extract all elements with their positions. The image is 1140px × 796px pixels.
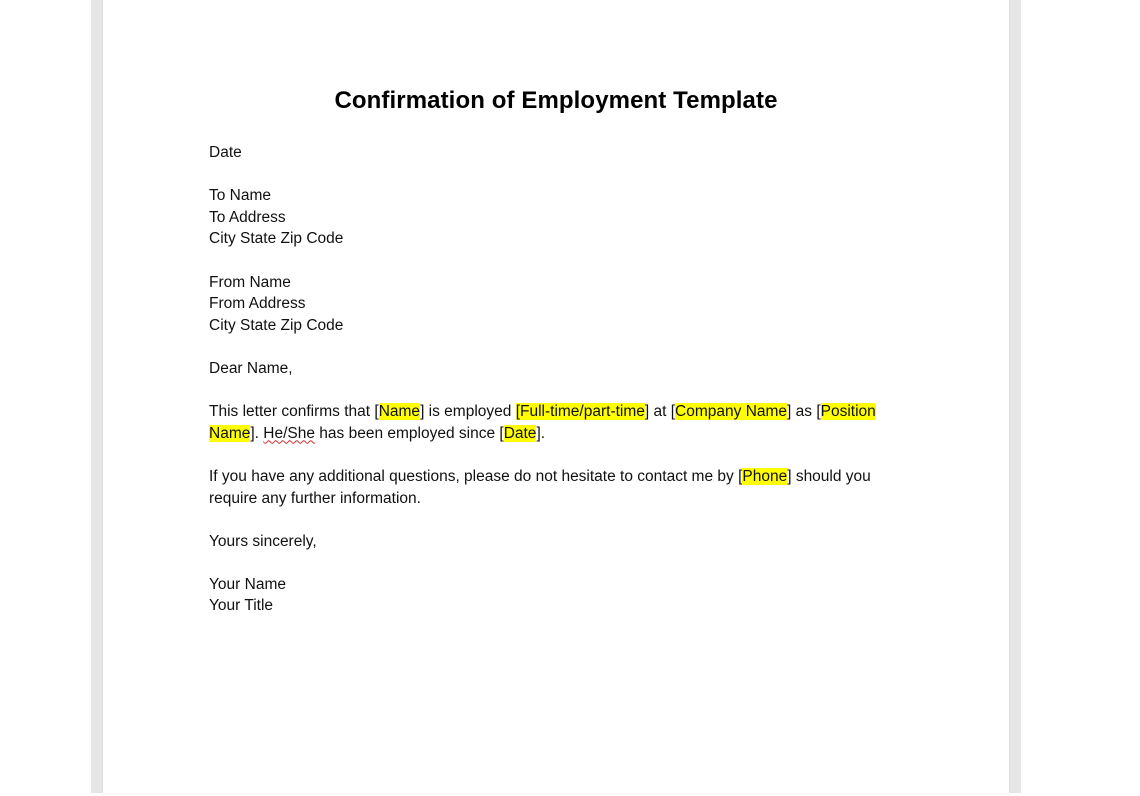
placeholder-position-name: Name <box>209 424 251 442</box>
letter-body[interactable] <box>209 142 909 617</box>
date-line: Date <box>209 144 242 161</box>
to-name: To Name <box>209 187 272 205</box>
text: has been employed since [ <box>314 424 504 442</box>
from-name: From Name <box>209 273 291 291</box>
closing: Yours sincerely, <box>209 532 317 550</box>
placeholder-name: Name <box>378 403 421 421</box>
signature-title: Your Title <box>209 597 274 615</box>
text: If you have any additional questions, please do not hesitate to contact me by [ <box>209 467 743 485</box>
placeholder-company-name: Company Name <box>675 403 788 421</box>
salutation: Dear Name, <box>209 359 293 377</box>
spellcheck-word[interactable]: He/She <box>263 424 315 442</box>
to-city: City State Zip Code <box>209 230 344 248</box>
from-city: City State Zip Code <box>209 316 344 334</box>
placeholder-date: Date <box>503 424 537 442</box>
text: ]. <box>536 424 546 442</box>
text: ] as [ <box>787 403 821 421</box>
text: ] should you require any further information. <box>209 467 871 507</box>
text: ] is employed <box>420 403 516 421</box>
document-page[interactable] <box>103 0 1009 793</box>
signature-name: Your Name <box>209 575 286 593</box>
from-address: From Address <box>209 295 306 313</box>
placeholder-position: Position <box>820 403 876 421</box>
text: This letter confirms that [ <box>209 403 379 421</box>
text: ]. <box>250 424 264 442</box>
placeholder-employment-type: [Full-time/part-time <box>515 403 645 421</box>
to-address: To Address <box>209 208 286 226</box>
document-title: Confirmation of Employment Template <box>334 87 778 114</box>
paragraph-contact <box>209 466 909 509</box>
text: ] at [ <box>644 403 676 421</box>
placeholder-phone: Phone <box>742 467 788 485</box>
paragraph-confirmation <box>209 401 909 444</box>
